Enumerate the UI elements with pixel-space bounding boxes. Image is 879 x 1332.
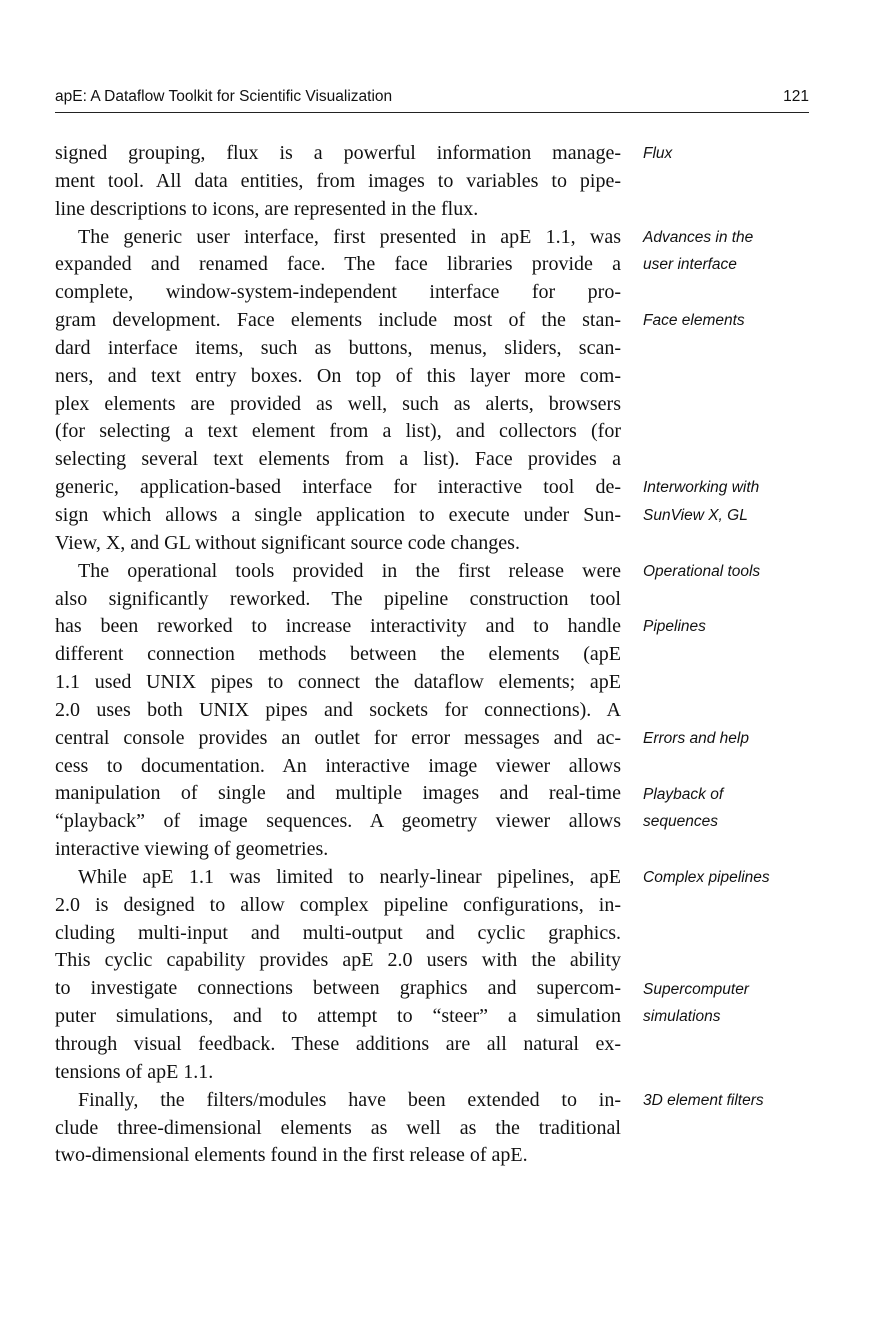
running-header <box>55 86 809 113</box>
margin-note: user interface <box>643 256 737 274</box>
text-line: plex elements are provided as well, such as alerts, browsers <box>55 392 621 415</box>
margin-note: Operational tools <box>643 562 761 580</box>
text-line: has been reworked to increase interactivity and to handle <box>55 615 621 638</box>
text-line: 2.0 is designed to allow complex pipeline configurations, in- <box>55 893 621 916</box>
text-line: interactive viewing of geometries. <box>55 838 329 861</box>
text-line: cluding multi-input and multi-output and cyclic graphics. <box>55 921 621 944</box>
margin-note: Errors and help <box>643 729 749 747</box>
text-line: expanded and renamed face. The face libraries provide a <box>55 253 621 276</box>
margin-note: Supercomputer <box>643 980 749 998</box>
text-line: clude three-dimensional elements as well as the traditional <box>55 1116 621 1139</box>
text-line: 1.1 used UNIX pipes to connect the dataflow elements; apE <box>55 671 621 694</box>
margin-note: Interworking with <box>643 479 760 497</box>
margin-note: SunView X, GL <box>643 507 748 525</box>
text-line: also significantly reworked. The pipeline construction tool <box>55 587 621 610</box>
text-line: View, X, and GL without significant source code changes. <box>55 531 520 554</box>
text-line: The operational tools provided in the first release were <box>78 559 621 582</box>
text-line: different connection methods between the elements (apE <box>55 643 621 666</box>
margin-note: simulations <box>643 1008 721 1026</box>
text-line: (for selecting a text element from a list), and collectors (for <box>55 420 621 443</box>
text-line: ment tool. All data entities, from images to variables to pipe- <box>55 169 621 192</box>
text-line: Finally, the filters/modules have been extended to in- <box>78 1088 621 1111</box>
text-line: While apE 1.1 was limited to nearly-linear pipelines, apE <box>78 865 621 888</box>
text-line: line descriptions to icons, are represented in the flux. <box>55 197 479 220</box>
margin-note: Playback of <box>643 785 724 803</box>
text-line: ners, and text entry boxes. On top of this layer more com- <box>55 364 621 387</box>
page-number: 121 <box>783 88 809 105</box>
body-text <box>55 140 621 1170</box>
text-line: puter simulations, and to attempt to “steer” a simulation <box>55 1005 621 1028</box>
text-line: generic, application-based interface for interactive tool de- <box>55 476 621 499</box>
text-line: sign which allows a single application to execute under Sun- <box>55 503 621 526</box>
text-line: cess to documentation. An interactive image viewer allows <box>55 754 621 777</box>
margin-note: Pipelines <box>643 618 706 636</box>
running-title: apE: A Dataflow Toolkit for Scientific Visualization <box>55 88 393 105</box>
text-line: manipulation of single and multiple images and real-time <box>55 782 621 805</box>
text-line: through visual feedback. These additions are all natural ex- <box>55 1033 621 1055</box>
margin-note: Face elements <box>643 312 745 330</box>
text-line: The generic user interface, first presented in apE 1.1, was <box>78 225 621 248</box>
text-line: to investigate connections between graphics and supercom- <box>55 977 621 1000</box>
margin-note: Advances in the <box>643 228 754 246</box>
text-line: 2.0 uses both UNIX pipes and sockets for connections). A <box>55 698 621 721</box>
text-line: “playback” of image sequences. A geometry viewer allows <box>55 810 621 833</box>
text-line: signed grouping, flux is a powerful information manage- <box>55 142 621 164</box>
text-line: This cyclic capability provides apE 2.0 users with the ability <box>55 949 621 972</box>
margin-note: sequences <box>643 813 718 831</box>
text-line: two-dimensional elements found in the first release of apE. <box>55 1144 528 1167</box>
margin-note: Complex pipelines <box>643 869 770 887</box>
text-line: tensions of apE 1.1. <box>55 1060 214 1083</box>
text-line: dard interface items, such as buttons, menus, sliders, scan- <box>55 336 621 359</box>
text-line: complete, window-system-independent interface for pro- <box>55 281 621 304</box>
text-line: gram development. Face elements include most of the stan- <box>55 309 621 332</box>
margin-note: Flux <box>643 145 673 162</box>
text-line: central console provides an outlet for error messages and ac- <box>55 726 621 749</box>
margin-note: 3D element filters <box>643 1091 764 1109</box>
text-line: selecting several text elements from a list). Face provides a <box>55 448 621 471</box>
